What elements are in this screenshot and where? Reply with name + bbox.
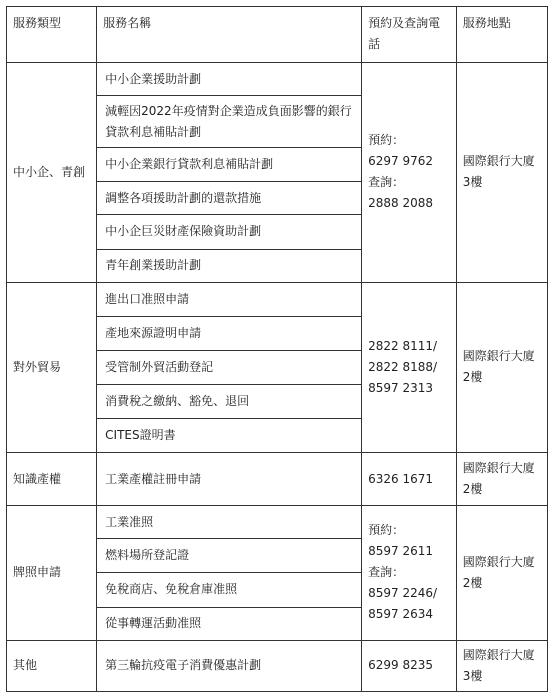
phone-line: 8597 2611	[368, 544, 434, 559]
table-row	[7, 453, 548, 506]
phone-line: 查詢：	[368, 565, 405, 580]
location-line: 3樓	[462, 668, 483, 683]
location-cell	[456, 63, 547, 283]
service-name-cell: 工業產權註冊申請	[97, 453, 362, 506]
phone-line: 2888 2088	[368, 196, 434, 211]
phone-cell	[362, 640, 457, 691]
phone-line: 2822 8188/	[368, 359, 438, 374]
table-body	[7, 63, 548, 692]
service-type-cell: 知識產權	[7, 453, 97, 506]
header-phone: 預約及查詢電話	[362, 7, 457, 63]
service-name-cell: 中小企業銀行貸款利息補貼計劃	[97, 148, 362, 182]
service-type-cell: 其他	[7, 640, 97, 691]
service-name-cell: 產地來源證明申請	[97, 316, 362, 350]
phone-line: 查詢：	[368, 175, 405, 190]
table-row	[7, 282, 548, 316]
location-cell	[456, 506, 547, 640]
table-row	[7, 63, 548, 96]
service-name-cell: 進出口准照申請	[97, 282, 362, 316]
header-service-type: 服務類型	[7, 7, 97, 63]
table-row	[7, 640, 548, 691]
phone-line: 2822 8111/	[368, 338, 438, 353]
phone-cell	[362, 282, 457, 452]
phone-cell	[362, 506, 457, 640]
service-name-cell: 青年創業援助計劃	[97, 249, 362, 282]
phone-line: 預約：	[368, 523, 405, 538]
service-name-cell: 調整各項援助計劃的還款措施	[97, 182, 362, 215]
location-line: 2樓	[462, 575, 483, 590]
phone-line: 6326 1671	[368, 471, 434, 486]
service-type-cell: 中小企、青創	[7, 63, 97, 283]
location-line: 3樓	[462, 175, 483, 190]
location-line: 國際銀行大廈	[462, 554, 535, 569]
location-cell	[456, 640, 547, 691]
phone-cell	[362, 63, 457, 283]
table-row	[7, 506, 548, 539]
service-name-cell: 從事轉運活動准照	[97, 607, 362, 640]
service-name-cell: 減輕因2022年疫情對企業造成負面影響的銀行貸款利息補貼計劃	[97, 96, 362, 148]
phone-line: 6299 8235	[368, 658, 434, 673]
service-name-cell: 受管制外貿活動登記	[97, 350, 362, 384]
location-line: 2樓	[462, 482, 483, 497]
service-name-cell: 燃料場所登記證	[97, 539, 362, 573]
service-name-cell: CITES證明書	[97, 419, 362, 453]
service-name-cell: 工業准照	[97, 506, 362, 539]
service-name-cell: 消費稅之繳納、豁免、退回	[97, 384, 362, 418]
service-name-cell: 中小企巨災財產保險資助計劃	[97, 215, 362, 249]
location-cell	[456, 453, 547, 506]
location-cell	[456, 282, 547, 452]
service-name-cell: 第三輪抗疫電子消費優惠計劃	[97, 640, 362, 691]
phone-line: 預約：	[368, 133, 405, 148]
phone-line: 6297 9762	[368, 154, 434, 169]
phone-line: 8597 2634	[368, 607, 434, 622]
location-line: 國際銀行大廈	[462, 154, 535, 169]
header-location: 服務地點	[456, 7, 547, 63]
location-line: 2樓	[462, 370, 483, 385]
header-service-name: 服務名稱	[97, 7, 362, 63]
service-type-cell: 牌照申請	[7, 506, 97, 640]
location-line: 國際銀行大廈	[462, 461, 535, 476]
phone-cell	[362, 453, 457, 506]
service-type-cell: 對外貿易	[7, 282, 97, 452]
header-row	[7, 7, 548, 63]
location-line: 國際銀行大廈	[462, 647, 535, 662]
services-table	[6, 6, 548, 692]
service-name-cell: 免稅商店、免稅倉庫准照	[97, 573, 362, 607]
phone-line: 8597 2313	[368, 380, 434, 395]
location-line: 國際銀行大廈	[462, 349, 535, 364]
phone-line: 8597 2246/	[368, 586, 438, 601]
service-name-cell: 中小企業援助計劃	[97, 63, 362, 96]
